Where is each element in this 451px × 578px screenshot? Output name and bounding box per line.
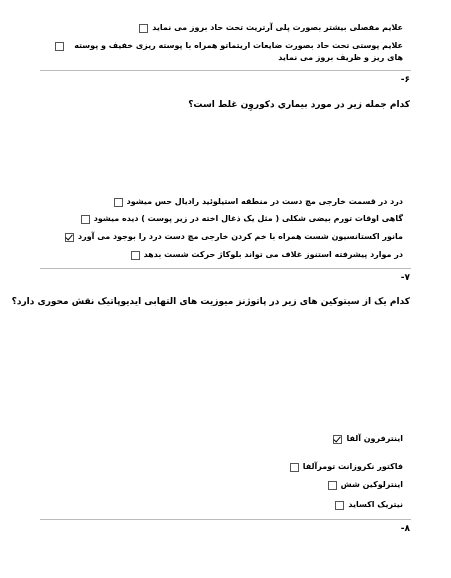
checkbox[interactable] — [131, 251, 140, 260]
checkbox[interactable] — [139, 24, 148, 33]
option-text: اینترفرون آلفا — [346, 434, 403, 443]
question-number: -۷ — [400, 273, 410, 283]
divider — [40, 268, 411, 269]
checkbox[interactable] — [335, 501, 344, 510]
option-text: درد در قسمت خارجی مچ دست در منطقه استیلوئید رادیال حس میشود — [126, 197, 403, 206]
checkbox-checked[interactable] — [65, 233, 74, 242]
option-row — [335, 499, 403, 511]
divider — [40, 519, 411, 520]
question-text: كدام يک از سیتوکین های زیر در پاتوژنز میوزیت های التهابی ایدیوپاتیک نقش محوری دارد؟ — [11, 297, 410, 307]
checkbox[interactable] — [114, 198, 123, 207]
option-row — [333, 433, 403, 445]
option-text: گاهی اوقات تورم بیضی شکلی ( مثل یک ذغال اخته در زیر پوست ) دیده میشود — [93, 214, 403, 223]
option-text: نیتریک اکساید — [348, 500, 403, 509]
option-text: در موارد پیشرفته استنوز غلاف می تواند بلوکاژ حرکت شست بدهد — [143, 250, 403, 259]
checkbox[interactable] — [81, 215, 90, 224]
option-text: علایم مفصلی بیشتر بصورت پلی آرتریت تحت حاد بروز می نماید — [152, 23, 403, 32]
option-text: مانور اکستانسیون شست همراه با خم کردن خارجی مچ دست درد را بوجود می آورد — [77, 232, 403, 241]
option-row — [131, 249, 403, 261]
option-row — [65, 231, 403, 243]
option-row — [290, 461, 403, 473]
option-row — [81, 213, 403, 225]
divider — [40, 70, 411, 71]
question-text: كدام جمله زير در مورد بيماري دكوروِن غلط است؟ — [188, 100, 410, 110]
question-number: -۸ — [400, 524, 410, 534]
option-text: علایم پوستی تحت حاد بصورت ضایعات اریتماتو همراه با پوسته ریزی خفیف و پوسته های ریز و ظریف بروز می نماید — [74, 41, 403, 62]
option-row — [328, 479, 403, 491]
option-text: فاکتور نکروزانت تومرآلفا — [302, 462, 403, 471]
checkbox[interactable] — [55, 42, 64, 51]
option-row — [55, 40, 403, 64]
checkbox[interactable] — [328, 481, 337, 490]
option-row — [139, 22, 403, 34]
option-text: اینترلوکین شش — [340, 480, 403, 489]
question-number: -۶ — [400, 75, 410, 85]
checkbox[interactable] — [290, 463, 299, 472]
checkbox-checked[interactable] — [333, 435, 342, 444]
option-row — [114, 196, 403, 208]
